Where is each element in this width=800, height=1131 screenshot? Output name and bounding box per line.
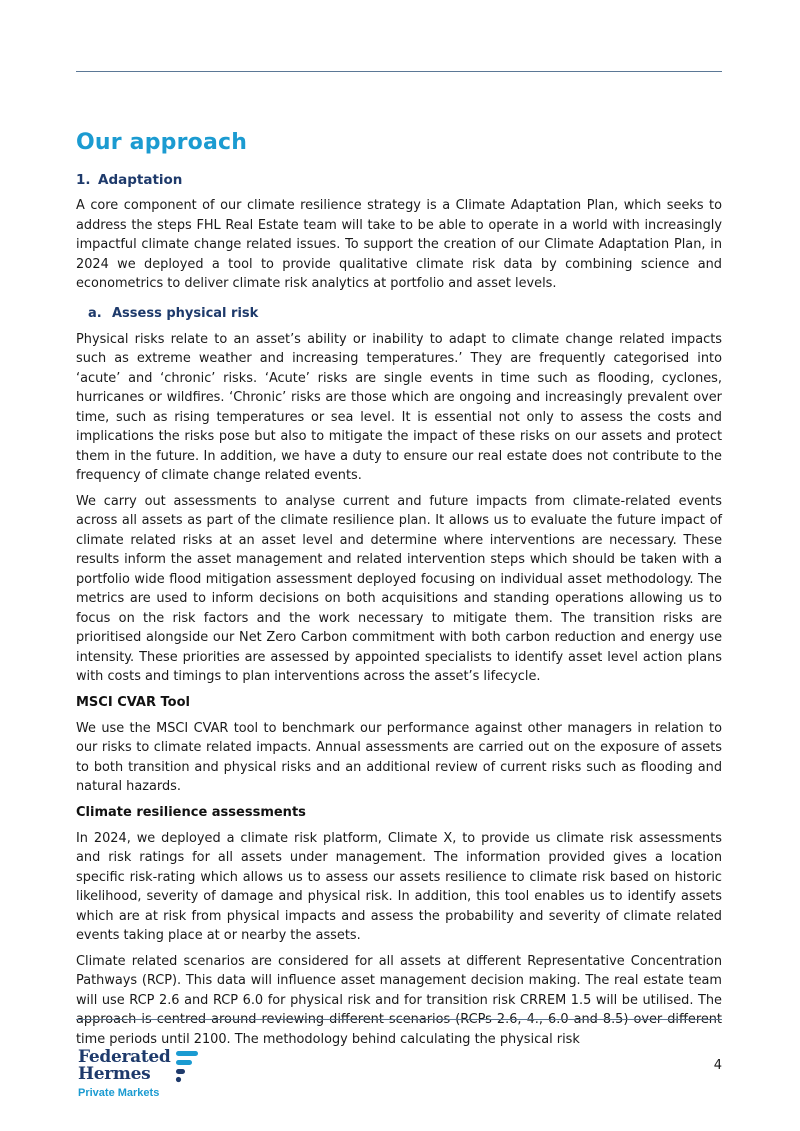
- page-title: Our approach: [76, 130, 248, 155]
- footer-rule: [76, 1019, 722, 1020]
- logo-text-hermes: Hermes: [78, 1064, 151, 1084]
- subsection-title: Assess physical risk: [112, 305, 259, 321]
- federated-hermes-logo: [78, 1048, 218, 1102]
- page-number: 4: [713, 1058, 722, 1073]
- paragraph-scenarios: Climate related scenarios are considered for all assets at different Representative Concentration Pathways (RCP). This data will influence asset management decision making. The real estate team will use RCP 2.6 and RCP 6.0 for physical risk and for transition risk CRREM 1.5 will be utilised. The approach is centred around reviewing different scenarios (RCPs 2.6, 4., 6.0 and 8.5) over different time periods until 2100. The methodology behind calculating the physical risk: [76, 953, 722, 1047]
- paragraph-resilience: In 2024, we deployed a climate risk platform, Climate X, to provide us climate risk assessments and risk ratings for all assets under management. The information provided gives a location specific risk-rating which allows us to assess our assets resilience to climate risk based on historic likelihood, severity of damage and physical risk. In addition, this tool enables us to identify assets which are at risk from physical impacts and assess the probability and severity of climate related events taking place at or nearby the assets.: [76, 830, 722, 943]
- paragraph-physical-risk: Physical risks relate to an asset’s ability or inability to adapt to climate change related impacts such as extreme weather and increasing temperatures.’ They are frequently categorised into ‘acute’ and ‘chronic’ risks. ‘Acute’ risks are single events in time such as flooding, cyclones, hurricanes or wildfires. ‘Chronic’ risks are those which are ongoing and increasingly prevalent over time, such as rising temperatures or sea level. It is essential not only to assess the costs and implications the risks pose but also to mitigate the impact of these risks on our assets and protect them in the future. In addition, we have a duty to ensure our real estate does not contribute to the frequency of climate change related events.: [76, 331, 722, 483]
- header-rule: [76, 71, 722, 72]
- section-title: Adaptation: [98, 172, 183, 188]
- section-heading-adaptation: [76, 170, 722, 190]
- logo-text-private-markets: Private Markets: [78, 1087, 160, 1099]
- subsection-heading-assess-physical-risk: [88, 304, 722, 324]
- logo-mark-icon: [174, 1051, 200, 1083]
- logo-text-federated: Federated: [78, 1047, 171, 1067]
- heading-climate-resilience: Climate resilience assessments: [76, 804, 306, 820]
- paragraph-msci: We use the MSCI CVAR tool to benchmark our performance against other managers in relation to our risks to climate related impacts. Annual assessments are carried out on the exposure of assets to both transition and physical risks and an additional review of current risks such as flooding and natural hazards.: [76, 720, 722, 794]
- heading-msci-cvar-tool: MSCI CVAR Tool: [76, 694, 190, 710]
- page-content: [76, 128, 722, 1049]
- subsection-letter: a.: [88, 305, 102, 321]
- paragraph-intro: A core component of our climate resilience strategy is a Climate Adaptation Plan, which seeks to address the steps FHL Real Estate team will take to be able to operate in a world with increasingly impactful climate change related issues. To support the creation of our Climate Adaptation Plan, in 2024 we deployed a tool to provide qualitative climate risk data by combining science and econometrics to deliver climate risk analytics at portfolio and asset levels.: [76, 198, 722, 291]
- section-number: 1.: [76, 172, 91, 188]
- paragraph-assessments: We carry out assessments to analyse current and future impacts from climate-related events across all assets as part of the climate resilience plan. It allows us to evaluate the future impact of climate related risks at an asset level and determine where interventions are necessary. These results inform the asset management and related intervention steps which should be taken with a portfolio wide flood mitigation assessment deployed focusing on individual asset methodology. The metrics are used to inform decisions on both acquisitions and standing operations allowing us to focus on the risk factors and the work necessary to mitigate them. The transition risks are prioritised alongside our Net Zero Carbon commitment with both carbon reduction and energy use intensity. These priorities are assessed by appointed specialists to identify asset level action plans with costs and timings to plan interventions across the asset’s lifecycle.: [76, 493, 722, 684]
